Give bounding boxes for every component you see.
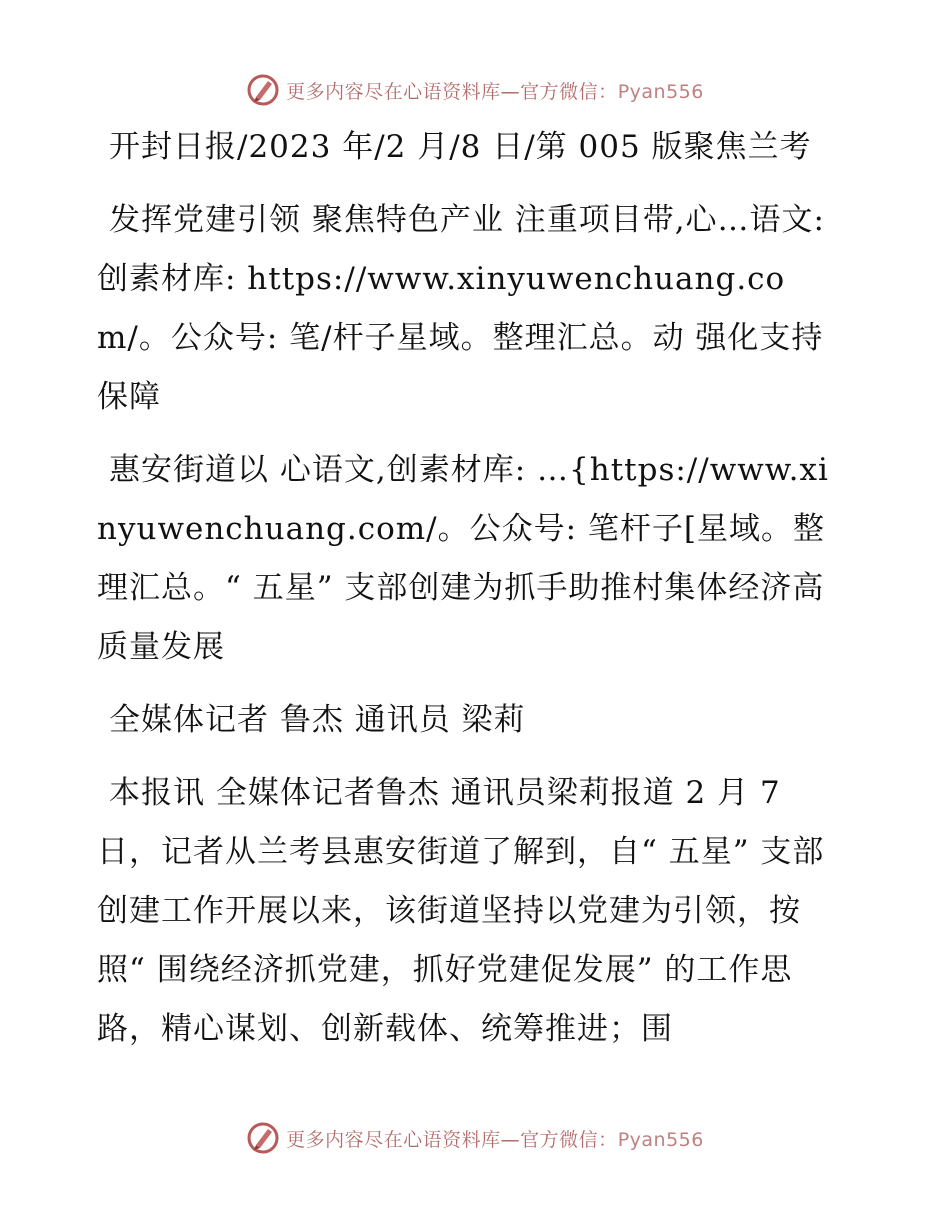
pen-logo-icon xyxy=(246,1121,280,1155)
article-subheadline: 惠安街道以 心语文,创素材库: …{https://www.xinyuwenchuang.com/。公众号: 笔杆子[星域。整理汇总。“ 五星” 支部创建为抓手助推村集体经济高质量发展 xyxy=(97,452,829,665)
watermark-text: 更多内容尽在心语资料库—官方微信：Pyan556 xyxy=(286,80,704,103)
pen-logo-icon xyxy=(246,73,280,107)
article-headline: 发挥党建引领 聚焦特色产业 注重项目带,心…语文:创素材库: https://www.xinyuwenchuang.com/。公众号: 笔/杆子星域。整理汇总。动 强化支持保障 xyxy=(97,202,826,415)
footer-watermark-banner xyxy=(0,1118,950,1158)
watermark-text: 更多内容尽在心语资料库—官方微信：Pyan556 xyxy=(286,1128,704,1151)
article-paragraph: 本报讯 全媒体记者鲁杰 通讯员梁莉报道 2 月 7 日，记者从兰考县惠安街道了解到，自“ 五星” 支部创建工作开展以来，该街道坚持以党建为引领，按照“ 围绕经济抓党建，抓好党建促发展” 的工作思路，精心谋划、创新载体、统筹推进；围 xyxy=(97,775,825,1047)
article-body xyxy=(97,118,849,1073)
article-source-line: 开封日报/2023 年/2 月/8 日/第 005 版聚焦兰考 xyxy=(109,129,812,165)
article-byline: 全媒体记者 鲁杰 通讯员 梁莉 xyxy=(109,702,526,738)
header-watermark-banner xyxy=(0,70,950,110)
